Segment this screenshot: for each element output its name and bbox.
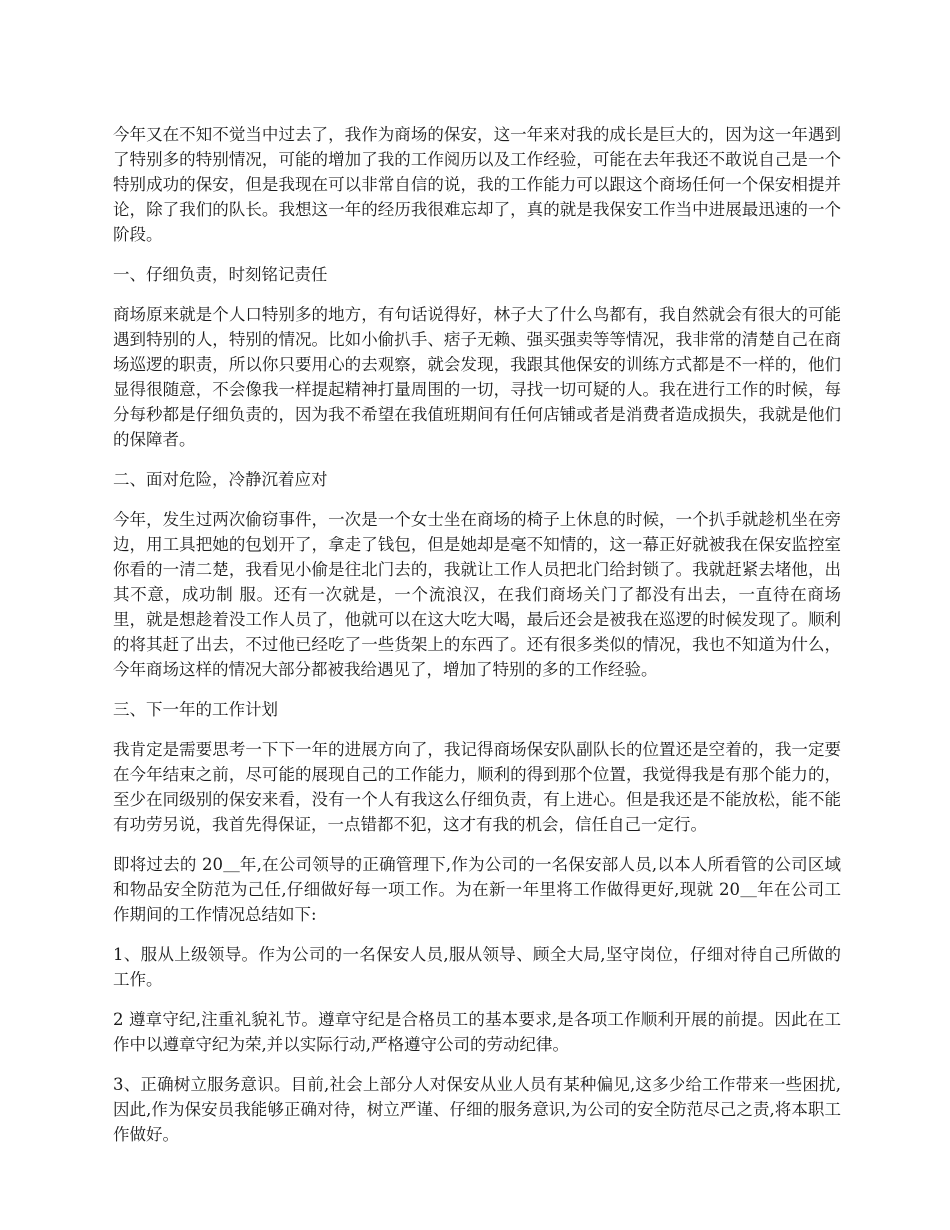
section-1-paragraph: 商场原来就是个人口特别多的地方，有句话说得好，林子大了什么鸟都有，我自然就会有很大的可能遇到特别的人，特别的情况。比如小偷扒手、痞子无赖、强买强卖等等情况，我非常的清楚自己在商场巡逻的职责，所以你只要用心的去观察，就会发现，我跟其他保安的训练方式都是不一样的，他们显得很随意，不会像我一样提起精神打量周围的一切，寻找一切可疑的人。我在进行工作的时候，每分每秒都是仔细负责的，因为我不希望在我值班期间有任何店铺或者是消费者造成损失，我就是他们的保障者。 xyxy=(113,305,841,449)
summary-intro-paragraph: 即将过去的 20＿年,在公司领导的正确管理下,作为公司的一名保安部人员,以本人所看管的公司区域和物品安全防范为己任,仔细做好每一项工作。为在新一年里将工作做得更好,现就 20＿年在公司工作期间的工作情况总结如下: xyxy=(113,855,841,924)
section-2-paragraph: 今年，发生过两次偷窃事件，一次是一个女士坐在商场的椅子上休息的时候，一个扒手就趁机坐在旁边，用工具把她的包划开了，拿走了钱包，但是她却是毫不知情的，这一幕正好就被我在保安监控室你看的一清二楚，我看见小偷是往北门去的，我就让工作人员把北门给封锁了。我就赶紧去堵他，出其不意，成功制 服。还有一次就是，一个流浪汉，在我们商场关门了都没有出去，一直待在商场里，就是想趁着没工作人员了，他就可以在这大吃大喝，最后还会是被我在巡逻的时候发现了。顺利的将其赶了出去，不过他已经吃了一些货架上的东西了。还有很多类似的情况，我也不知道为什么，今年商场这样的情况大部分都被我给遇见了，增加了特别的多的工作经验。 xyxy=(113,510,841,679)
section-heading-2: 二、面对危险，冷静沉着应对 xyxy=(113,470,328,489)
summary-item-3: 3、正确树立服务意识。目前,社会上部分人对保安从业人员有某种偏见,这多少给工作带来一些困扰,因此,作为保安员我能够正确对待，树立严谨、仔细的服务意识,为公司的安全防范尽己之责,将本职工作做好。 xyxy=(113,1075,841,1144)
intro-paragraph: 今年又在不知不觉当中过去了，我作为商场的保安，这一年来对我的成长是巨大的，因为这一年遇到了特别多的特别情况，可能的增加了我的工作阅历以及工作经验，可能在去年我还不敢说自己是一个特别成功的保安，但是我现在可以非常自信的说，我的工作能力可以跟这个商场任何一个保安相提并论，除了我们的队长。我想这一年的经历我很难忘却了，真的就是我保安工作当中进展最迅速的一个阶段。 xyxy=(113,125,841,244)
section-heading-1: 一、仔细负责，时刻铭记责任 xyxy=(113,265,328,284)
summary-item-2: 2 遵章守纪,注重礼貌礼节。遵章守纪是合格员工的基本要求,是各项工作顺利开展的前提。因此在工作中以遵章守纪为荣,并以实际行动,严格遵守公司的劳动纪律。 xyxy=(113,1010,841,1054)
section-heading-3: 三、下一年的工作计划 xyxy=(113,700,278,719)
section-3-paragraph: 我肯定是需要思考一下下一年的进展方向了，我记得商场保安队副队长的位置还是空着的，我一定要在今年结束之前，尽可能的展现自己的工作能力，顺利的得到那个位置，我觉得我是有那个能力的，至少在同级别的保安来看，没有一个人有我这么仔细负责，有上进心。但是我还是不能放松，能不能有功劳另说，我首先得保证，一点错都不犯，这才有我的机会，信任自己一定行。 xyxy=(113,740,841,834)
summary-item-1: 1、服从上级领导。作为公司的一名保安人员,服从领导、顾全大局,坚守岗位，仔细对待自己所做的工作。 xyxy=(113,945,841,989)
document-page xyxy=(113,122,841,1162)
